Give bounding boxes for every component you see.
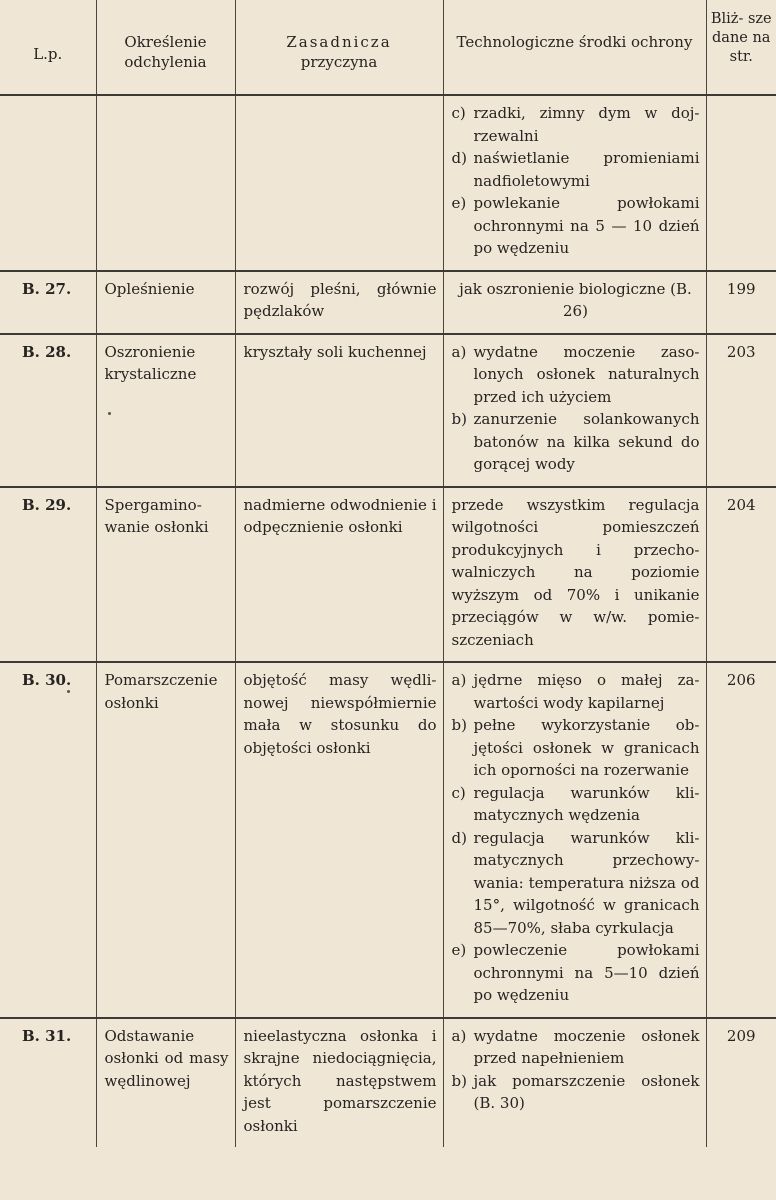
row-lp: B. 29. bbox=[22, 495, 72, 514]
paper-speck bbox=[67, 690, 70, 693]
table-header-row bbox=[0, 0, 776, 95]
row-page-ref bbox=[707, 96, 776, 112]
row-page-ref: 204 bbox=[726, 495, 756, 514]
row-page-ref: 209 bbox=[726, 1026, 756, 1045]
means-item: d) naświetlanie promieniami nadfioletowymi bbox=[451, 149, 700, 190]
means-item: a) wydatne moczenie osłonek przed napełnieniem bbox=[451, 1026, 700, 1067]
row-lp: B. 27. bbox=[22, 279, 72, 298]
table-row bbox=[0, 271, 776, 334]
protection-means-list bbox=[452, 1025, 700, 1115]
row-deviation-name: Pomarszczenie osłonki bbox=[104, 671, 218, 712]
paper-speck bbox=[108, 412, 111, 415]
header-lp: L.p. bbox=[0, 0, 96, 95]
row-cause: nieelastyczna osłonka i skrajne niedociągnięcia, których następstwem jest pomarszczenie osłonki bbox=[243, 1026, 437, 1135]
row-page-ref: 199 bbox=[726, 279, 756, 298]
row-cause: objętość masy wędlinowej niewspółmiernie mała w stosunku do objętości osłonki bbox=[243, 671, 437, 757]
means-item: a) wydatne moczenie zasolonych osłonek naturalnych przed ich użyciem bbox=[451, 342, 700, 406]
protection-means-list bbox=[452, 341, 700, 476]
means-item: e) powlekanie powłokami ochronnymi na 5 — 10 dzień po wędzeniu bbox=[451, 194, 700, 257]
header-protection-means: Technologiczne środki ochrony bbox=[443, 0, 706, 95]
table-row bbox=[0, 662, 776, 1018]
header-cause bbox=[235, 0, 443, 95]
protection-means-list bbox=[452, 102, 700, 260]
means-item: a) jędrne mięso o małej zawartości wody kapilarnej bbox=[451, 671, 700, 712]
row-page-ref: 203 bbox=[726, 342, 756, 361]
table-row bbox=[0, 95, 776, 271]
header-cause-title: Zasadnicza bbox=[286, 33, 392, 51]
row-lp bbox=[0, 96, 96, 260]
header-cause-sub: przyczyna bbox=[300, 53, 378, 71]
row-cause: rozwój pleśni, głównie pędzlaków bbox=[243, 279, 437, 320]
means-item: c) rzadki, zimny dym w dojrzewalni bbox=[451, 104, 700, 145]
row-lp: B. 30. bbox=[22, 671, 72, 689]
row-deviation-name bbox=[97, 96, 235, 112]
row-deviation-name: Oszronienie krystaliczne bbox=[104, 342, 197, 383]
header-deviation-name: Określenie odchylenia bbox=[96, 0, 235, 95]
means-item: b) zanurzenie solankowanych batonów na kilka sekund do gorącej wody bbox=[451, 410, 700, 473]
header-page-ref: Bliż- sze dane na str. bbox=[706, 0, 776, 95]
protection-means-list bbox=[452, 669, 700, 1007]
row-deviation-name: Odstawanie osłonki od masy wędlinowej bbox=[104, 1026, 229, 1090]
row-page-ref: 206 bbox=[726, 671, 756, 689]
row-deviation-name: Spergaminowanie osłonki bbox=[104, 495, 209, 536]
row-deviation-name: Opleśnienie bbox=[104, 279, 195, 298]
means-item: c) regulacja warunków klimatycznych wędzenia bbox=[451, 783, 700, 824]
row-cause: nadmierne odwodnienie i odpęcznienie osłonki bbox=[243, 495, 437, 536]
means-item: d) regulacja warunków klimatycznych przechowywania: temperatura niższa od 15°, wilgotność w granicach 85—70%, słaba cyrkulacja bbox=[451, 828, 700, 937]
row-protection-means: jak oszronienie biologiczne (B. 26) bbox=[459, 279, 692, 320]
table-row bbox=[0, 487, 776, 663]
row-cause bbox=[236, 96, 443, 112]
means-item: e) powleczenie powłokami ochronnymi na 5—10 dzień po wędzeniu bbox=[451, 941, 700, 1004]
table-row bbox=[0, 1018, 776, 1148]
row-lp: B. 31. bbox=[22, 1026, 72, 1045]
row-cause: kryształy soli kuchennej bbox=[243, 342, 427, 361]
means-item: b) jak pomarszczenie osłonek (B. 30) bbox=[451, 1071, 700, 1112]
table-row bbox=[0, 334, 776, 487]
row-lp: B. 28. bbox=[22, 342, 72, 361]
means-item: b) pełne wykorzystanie objętości osłonek w granicach ich oporności na rozerwanie bbox=[451, 716, 700, 779]
row-protection-means: przede wszystkim regulacja wilgotności pomieszczeń produkcyjnych i przechowalniczych na poziomie wyższym od 70% i unikanie przeciągów w w/w. pomieszczeniach bbox=[451, 495, 700, 649]
